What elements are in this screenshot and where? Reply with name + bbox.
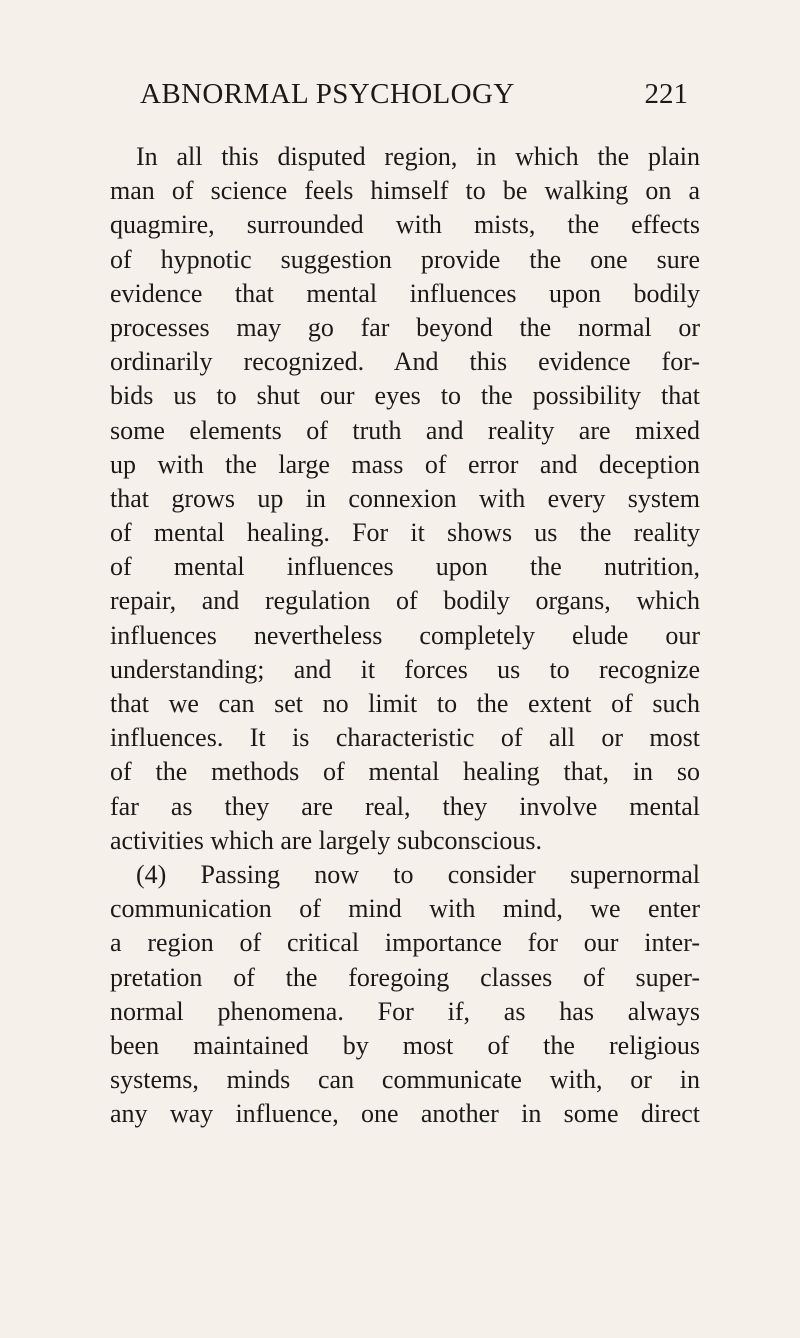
text-line: of mental influences upon the nutrition, (110, 552, 700, 582)
text-line: In all this disputed region, in which the plain (136, 142, 700, 171)
text-line: up with the large mass of error and deception (110, 449, 700, 479)
text-line: understanding; and it forces us to recognize (110, 654, 700, 684)
text-line: a region of critical importance for our inter- (110, 928, 700, 958)
text-line: that we can set no limit to the extent of such (110, 689, 700, 718)
text-line: quagmire, surrounded with mists, the effects (110, 210, 700, 240)
text-line: bids us to shut our eyes to the possibility that (110, 381, 700, 411)
text-line: activities which are largely subconscious. (110, 825, 543, 855)
text-line: any way influence, one another in some direct (110, 1099, 700, 1129)
text-line: pretation of the foregoing classes of super- (110, 962, 700, 992)
text-line: normal phenomena. For if, as has always (110, 996, 700, 1026)
text-line: processes may go far beyond the normal or (110, 312, 700, 342)
text-line: man of science feels himself to be walking on a (110, 176, 700, 206)
paragraph-1 (110, 140, 700, 858)
text-line: systems, minds can communicate with, or in (110, 1065, 700, 1095)
text-line: of hypnotic suggestion provide the one sure (110, 244, 700, 274)
text-line: (4) Passing now to consider supernormal (136, 859, 700, 889)
page-header (140, 78, 688, 118)
running-head: ABNORMAL PSYCHOLOGY (140, 78, 515, 110)
text-line: of the methods of mental healing that, in so (110, 757, 700, 787)
text-line: far as they are real, they involve mental (110, 791, 700, 821)
paragraph-2 (110, 858, 700, 1132)
text-line: ordinarily recognized. And this evidence for- (110, 347, 700, 377)
page-number: 221 (644, 78, 688, 110)
text-line: evidence that mental influences upon bodily (110, 278, 700, 308)
text-line: been maintained by most of the religious (110, 1030, 700, 1060)
text-line: influences nevertheless completely elude our (110, 620, 700, 650)
body-text (110, 140, 700, 1131)
text-line: influences. It is characteristic of all or most (110, 723, 700, 753)
text-line: some elements of truth and reality are mixed (110, 415, 700, 445)
text-line: repair, and regulation of bodily organs, which (110, 586, 700, 616)
text-line: of mental healing. For it shows us the reality (110, 518, 700, 548)
text-line: communication of mind with mind, we enter (110, 894, 700, 924)
text-line: that grows up in connexion with every system (110, 483, 700, 513)
